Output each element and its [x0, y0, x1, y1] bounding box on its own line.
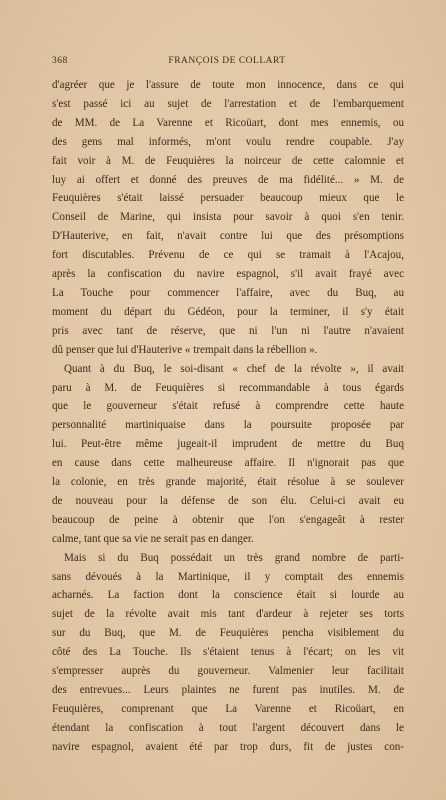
text-line: après la confiscation du navire espagnol, s'il avait frayé avec — [52, 268, 404, 281]
text-line: s'empresser auprès du gouverneur. Valmenier leur facilitait — [52, 665, 404, 678]
text-line: étendant la confiscation à tout l'argent découvert dans le — [52, 721, 404, 734]
text-line: paru à M. de Feuquières si recommandable à tous égards — [52, 381, 404, 394]
text-line: lui. Peut-être même jugeait-il imprudent de mettre du Buq — [52, 438, 404, 451]
text-line: de MM. de La Varenne et Ricoüart, dont mes ennemis, ou — [52, 116, 404, 129]
text-line: dû penser que lui d'Hauterive « trempait dans la rébellion ». — [52, 343, 318, 356]
text-line: Quant à du Buq, le soi-disant « chef de la révolte », il avait — [64, 362, 404, 375]
text-line: de nouveau pour la défense de son élu. Celui-ci avait eu — [52, 494, 404, 507]
text-line: sans dévoués à la Martinique, il y comptait des ennemis — [52, 570, 404, 583]
body-text — [52, 76, 404, 757]
text-line: acharnés. La faction dont la conscience était si lourde au — [52, 589, 404, 602]
text-line: personnalité martiniquaise dans la poursuite proposée par — [52, 419, 404, 432]
text-line: navire espagnol, avaient été par trop durs, fit de justes con- — [52, 740, 404, 753]
text-line: s'est passé ici au sujet de l'arrestation et de l'embarquement — [52, 97, 404, 110]
text-line: côté des La Touche. Ils s'étaient tenus à l'écart; on les vit — [52, 646, 404, 659]
text-line: la colonie, en très grande majorité, était résolue à se soulever — [52, 476, 404, 489]
text-line: D'Hauterive, en fait, n'avait contre lui que des présomptions — [52, 230, 404, 243]
text-line: sujet de la révolte avait mis tant d'ardeur à rejeter ses torts — [52, 608, 404, 621]
text-line: calme, tant que sa vie ne serait pas en danger. — [52, 532, 254, 545]
page-number: 368 — [52, 56, 68, 66]
text-line: Feuquières s'était laissé persuader beaucoup mieux que le — [52, 192, 404, 205]
text-line: sur du Buq, que M. de Feuquières pencha visiblement du — [52, 627, 404, 640]
running-head: FRANÇOIS DE COLLART — [168, 56, 286, 66]
page-header — [52, 56, 402, 70]
text-line: La Touche pour commencer l'affaire, avec du Buq, au — [52, 286, 404, 299]
text-line: que le gouverneur s'était refusé à comprendre cette haute — [52, 400, 404, 413]
text-line: en cause dans cette malheureuse affaire. Il n'ignorait pas que — [52, 457, 404, 470]
text-line: Conseil de Marine, qui insista pour savoir à quoi s'en tenir. — [52, 211, 404, 224]
text-line: d'agréer que je l'assure de toute mon innocence, dans ce qui — [52, 79, 404, 91]
text-line: beaucoup de peine à obtenir que l'on s'engageât à rester — [52, 513, 404, 526]
text-line: Mais si du Buq possédait un très grand nombre de parti- — [64, 551, 404, 564]
text-line: luy ai offert et donné des preuves de ma fidélité... » M. de — [52, 173, 404, 186]
text-line: moment du départ du Gédéon, pour la terminer, il s'y était — [52, 305, 404, 318]
text-line: fait voir à M. de Feuquières la noirceur de cette calomnie et — [52, 154, 404, 167]
text-line: pris avec tant de réserve, que ni l'un ni l'autre n'avaient — [52, 324, 404, 337]
text-line: Feuquières, comprenant que La Varenne et Ricoüart, en — [52, 702, 404, 715]
text-line: des entrevues... Leurs plaintes ne furent pas inutiles. M. de — [52, 684, 404, 696]
text-line: fort discutables. Prévenu de ce qui se tramait à l'Acajou, — [52, 249, 404, 262]
text-line: des gens mal informés, m'ont voulu rendre coupable. J'ay — [52, 135, 404, 148]
